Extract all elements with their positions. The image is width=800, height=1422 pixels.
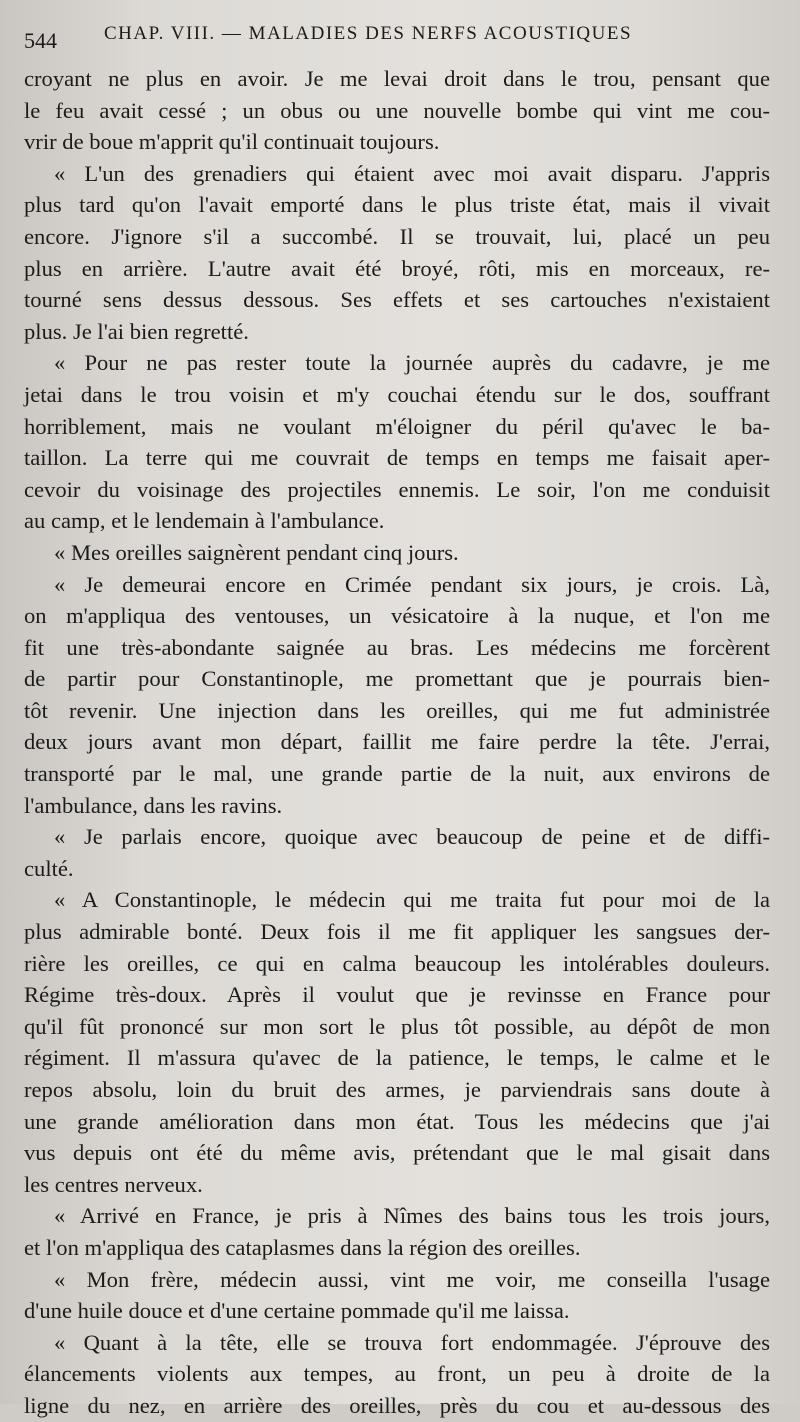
text-line: « Mes oreilles saignèrent pendant cinq jours. bbox=[54, 539, 459, 565]
text-line: transporté par le mal, une grande partie de la nuit, aux environs de bbox=[24, 761, 770, 787]
text-line: « Arrivé en France, je pris à Nîmes des bains tous les trois jours, bbox=[54, 1203, 770, 1229]
text-line: fit une très-abondante saignée au bras. Les médecins me forcèrent bbox=[24, 634, 770, 660]
text-line: tourné sens dessus dessous. Ses effets et ses cartouches n'existaient bbox=[24, 287, 770, 313]
page-number: 544 bbox=[24, 28, 57, 53]
text-line: l'ambulance, dans les ravins. bbox=[24, 792, 283, 818]
text-line: horriblement, mais ne voulant m'éloigner du péril qu'avec le ba- bbox=[24, 413, 770, 439]
text-line: le feu avait cessé ; un obus ou une nouvelle bombe qui vint me cou- bbox=[24, 97, 770, 123]
text-line: rière les oreilles, ce qui en calma beaucoup les intolérables douleurs. bbox=[24, 950, 770, 976]
text-line: de partir pour Constantinople, me promettant que je pourrais bien- bbox=[24, 666, 770, 692]
text-line: une grande amélioration dans mon état. Tous les médecins que j'ai bbox=[24, 1108, 770, 1134]
text-line: et l'on m'appliqua des cataplasmes dans la région des oreilles. bbox=[24, 1234, 581, 1260]
text-line: ligne du nez, en arrière des oreilles, près du cou et au-dessous des bbox=[24, 1392, 770, 1418]
text-line: deux jours avant mon départ, faillit me faire perdre la tête. J'errai, bbox=[24, 729, 770, 755]
text-line: croyant ne plus en avoir. Je me levai droit dans le trou, pensant que bbox=[24, 66, 770, 91]
text-line: qu'il fût prononcé sur mon sort le plus tôt possible, au dépôt de mon bbox=[24, 1013, 770, 1039]
text-line: encore. J'ignore s'il a succombé. Il se trouvait, lui, placé un peu bbox=[24, 223, 770, 249]
text-line: élancements violents aux tempes, au front, un peu à droite de la bbox=[24, 1361, 770, 1387]
text-line: culté. bbox=[24, 855, 74, 881]
text-line: les centres nerveux. bbox=[24, 1171, 203, 1197]
text-line: cevoir du voisinage des projectiles ennemis. Le soir, l'on me conduisit bbox=[24, 476, 770, 502]
text-line: vrir de boue m'apprit qu'il continuait toujours. bbox=[24, 129, 440, 155]
text-line: tôt revenir. Une injection dans les oreilles, qui me fut administrée bbox=[24, 697, 770, 723]
text-line: « Je parlais encore, quoique avec beaucoup de peine et de diffi- bbox=[54, 824, 770, 850]
text-line: on m'appliqua des ventouses, un vésicatoire à la nuque, et l'on me bbox=[24, 603, 770, 629]
text-line: plus en arrière. L'autre avait été broyé, rôti, mis en morceaux, re- bbox=[24, 255, 770, 281]
text-line: « A Constantinople, le médecin qui me traita fut pour moi de la bbox=[54, 887, 770, 913]
text-line: « Quant à la tête, elle se trouva fort endommagée. J'éprouve des bbox=[54, 1329, 770, 1355]
text-line: Régime très-doux. Après il voulut que je revinsse en France pour bbox=[24, 982, 770, 1008]
text-line: jetai dans le trou voisin et m'y couchai étendu sur le dos, souffrant bbox=[24, 381, 770, 407]
body-text bbox=[24, 63, 770, 1422]
text-line: taillon. La terre qui me couvrait de temps en temps me faisait aper- bbox=[24, 445, 770, 471]
running-head: CHAP. VIII. — MALADIES DES NERFS ACOUSTIQUES bbox=[104, 23, 633, 44]
text-line: « Mon frère, médecin aussi, vint me voir, me conseilla l'usage bbox=[54, 1266, 770, 1292]
text-line: « Je demeurai encore en Crimée pendant six jours, je crois. Là, bbox=[54, 571, 770, 597]
text-line: d'une huile douce et d'une certaine pommade qu'il me laissa. bbox=[24, 1298, 570, 1324]
text-line: vus depuis ont été du même avis, prétendant que le mal gisait dans bbox=[24, 1140, 770, 1166]
text-line: plus admirable bonté. Deux fois il me fit appliquer les sangsues der- bbox=[24, 919, 770, 945]
text-line: au camp, et le lendemain à l'ambulance. bbox=[24, 508, 385, 534]
text-line: régiment. Il m'assura qu'avec de la patience, le temps, le calme et le bbox=[24, 1045, 770, 1071]
page-header bbox=[24, 20, 760, 54]
text-line: « Pour ne pas rester toute la journée auprès du cadavre, je me bbox=[54, 350, 770, 376]
text-line: repos absolu, loin du bruit des armes, je parviendrais sans doute à bbox=[24, 1077, 770, 1102]
text-line: « L'un des grenadiers qui étaient avec moi avait disparu. J'appris bbox=[54, 160, 770, 186]
text-line: plus tard qu'on l'avait emporté dans le plus triste état, mais il vivait bbox=[24, 192, 770, 218]
text-line: plus. Je l'ai bien regretté. bbox=[24, 318, 249, 344]
